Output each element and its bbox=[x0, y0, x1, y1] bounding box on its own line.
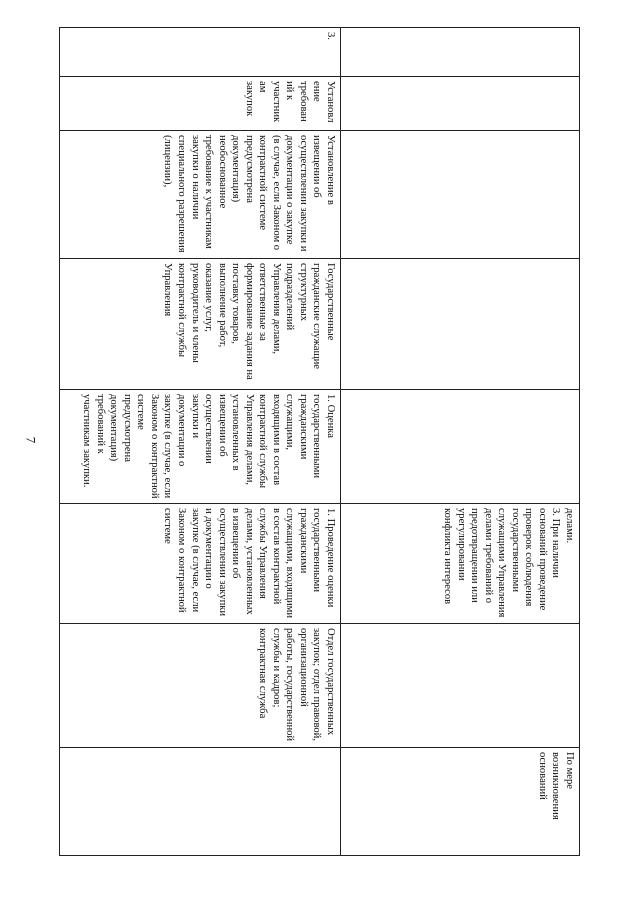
cell-empty bbox=[341, 131, 580, 259]
proposed-measures-cell: 1. Проведение оценки государственными гражданскими служащими, входящими в состав контрактной службы Управления делами, установленных в извещении об осуществлении закупки и документации о закупке (в случае, если Законом о контрактной системе bbox=[60, 504, 341, 624]
positions-cell: Государственные гражданские служащие структурных подразделений Управления делами, ответственные за формирование задания на поставку товаров, выполнение работ, оказание услуг, руководитель и члены контрактной службы Управления bbox=[60, 259, 341, 390]
row-number-cell: 3. bbox=[60, 28, 341, 77]
table-row-continuation bbox=[341, 28, 580, 856]
current-measures-cell: 1. Оценка государственными гражданскими служащими, входящими в состав контрактной службы Управления делами, установленных в извещении об осуществлении закупки и документации о закупке (в случае, если Законом о контрактной системе предусмотрена документация) требований к участникам закупки. bbox=[60, 390, 341, 504]
corruption-risk-table bbox=[59, 27, 580, 856]
function-cell: Установление требований к участникам закупок bbox=[60, 77, 341, 131]
cell-empty bbox=[341, 624, 580, 748]
table-row-3 bbox=[60, 28, 341, 856]
deadline-cell: По мере возникновения оснований bbox=[341, 748, 580, 856]
deadline-cell-row3 bbox=[60, 748, 341, 856]
page-number: 7 bbox=[23, 436, 39, 444]
responsible-cell: Отдел государственных закупок; отдел правовой, организационной работы, государственной службы и кадров; контрактная служба bbox=[60, 624, 341, 748]
risk-description-cell: Установление в извещении об осуществлении закупки и документации о закупке (в случае, если Законом о контрактной системе предусмотрена документация) необоснованное требование к участникам закупки о наличии специального разрешения (лицензии), bbox=[60, 131, 341, 259]
cell-empty bbox=[341, 390, 580, 504]
cell-empty bbox=[341, 77, 580, 131]
measures-proposed-continuation-cell: делами. 3. При наличии оснований проведение проверок соблюдения государственными служащими Управления делами требований о предотвращении или урегулировании конфликта интересов bbox=[341, 504, 580, 624]
cell-empty bbox=[341, 259, 580, 390]
risk-table-container bbox=[60, 27, 580, 855]
cell-empty bbox=[341, 28, 580, 77]
